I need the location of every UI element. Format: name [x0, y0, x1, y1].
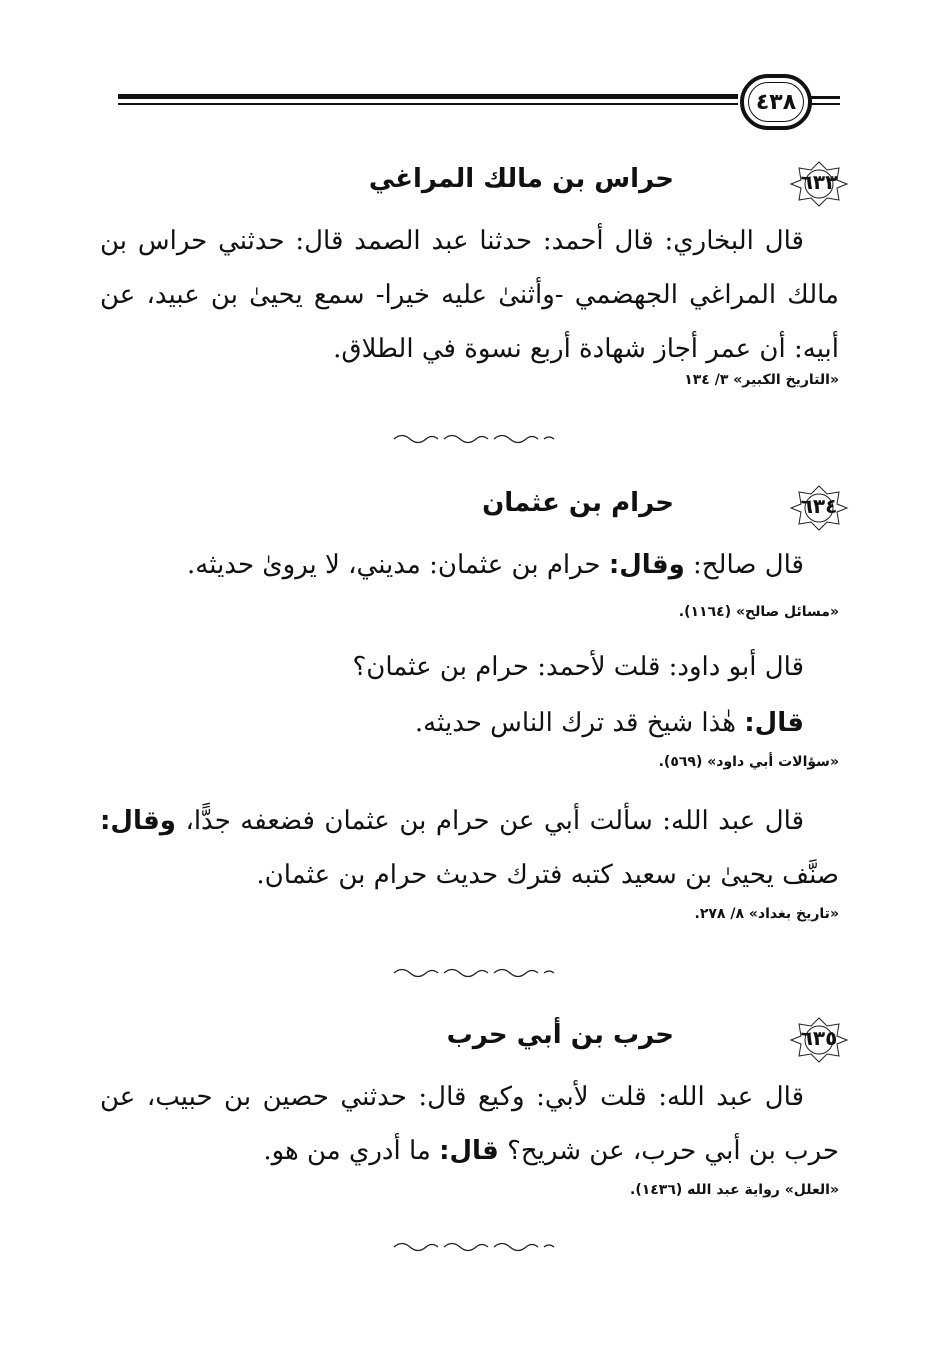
entry-paragraph: قال البخاري: قال أحمد: حدثنا عبد الصمد قال: حدثني حراس بن مالك المراغي الجهضمي -وأثنىٰ عليه خيرا- سمع يحيىٰ بن عبيد، عن أبيه: أن عمر أجاز شهادة أربع نسوة في الطلاق. [100, 226, 839, 364]
bold-said: وقال: [100, 806, 176, 836]
entry-number: ٦٣٣ [800, 170, 838, 194]
entry-title: حرب بن أبي حرب [446, 1020, 674, 1050]
entry-paragraph [100, 538, 839, 592]
entry-paragraph [100, 1070, 839, 1178]
divider-ornament-icon [389, 432, 559, 446]
bold-said: قال: [439, 1136, 499, 1166]
paragraph-text: قال عبد الله: سألت أبي عن حرام بن عثمان فضعفه جدًّا، [185, 806, 805, 836]
entry-title: حرام بن عثمان [482, 488, 674, 518]
paragraph-text: حرام بن عثمان: مديني، لا يروىٰ حديثه. [187, 550, 601, 580]
source-citation: «التاريخ الكبير» ٣/ ١٣٤ [684, 372, 839, 388]
paragraph-text: ما أدري من هو. [263, 1136, 431, 1166]
entry-heading-634 [90, 484, 849, 534]
bold-said: وقال: [608, 550, 685, 580]
entry-number: ٦٣٥ [800, 1026, 838, 1050]
paragraph-text: صنَّف يحيىٰ بن سعيد كتبه فترك حديث حرام بن عثمان. [256, 860, 839, 890]
divider-ornament-icon [389, 966, 559, 980]
entry-number-badge [789, 484, 849, 532]
speaker-text: قال صالح: [693, 550, 804, 580]
entry-number: ٦٣٤ [800, 494, 838, 518]
page-number: ٤٣٨ [755, 89, 797, 115]
source-citation: «مسائل صالح» (١١٦٤). [678, 604, 839, 620]
entry-paragraph [100, 696, 839, 750]
source-citation: «العلل» رواية عبد الله (١٤٣٦). [630, 1182, 839, 1198]
source-citation: «تاريخ بغداد» ٨/ ٢٧٨. [694, 906, 839, 922]
entry-paragraph [100, 794, 839, 902]
header-rule [118, 94, 738, 108]
header-rule-end [810, 96, 840, 108]
entry-title: حراس بن مالك المراغي [368, 164, 674, 194]
entry-heading-633 [90, 160, 849, 210]
entry-number-badge [789, 160, 849, 208]
bold-said: قال: [744, 708, 804, 738]
source-citation: «سؤالات أبي داود» (٥٦٩). [658, 754, 839, 770]
page-number-frame [740, 74, 812, 130]
divider-ornament-icon [389, 1240, 559, 1254]
paragraph-text: قال عبد الله: قلت لأبي: وكيع قال: حدثني حصين بن حبيب، عن حرب بن أبي حرب، عن شريح؟ [100, 1082, 839, 1166]
paragraph-text: هٰذا شيخ قد ترك الناس حديثه. [414, 708, 736, 738]
entry-paragraph: قال أبو داود: قلت لأحمد: حرام بن عثمان؟ [352, 652, 804, 682]
entry-heading-635 [90, 1016, 849, 1066]
entry-number-badge [789, 1016, 849, 1064]
